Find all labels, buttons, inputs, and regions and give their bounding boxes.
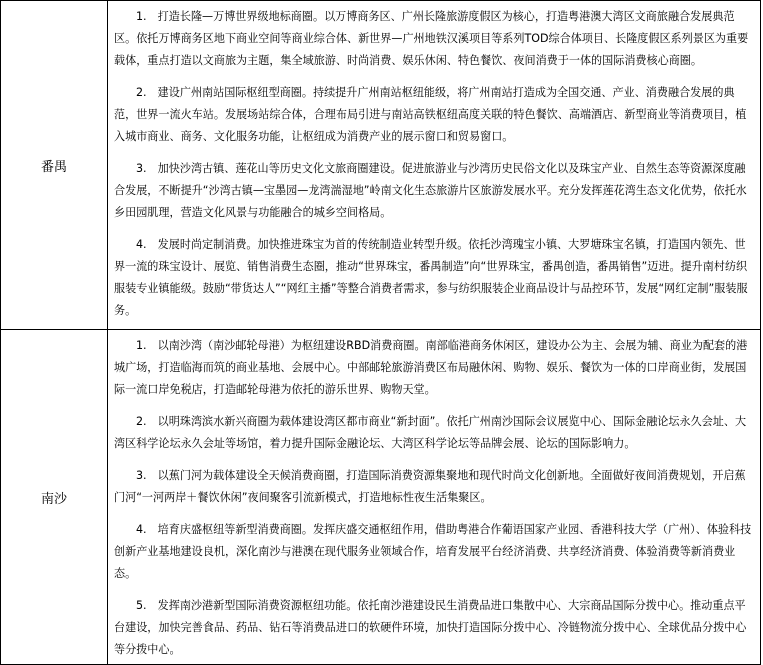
nansha-item-4: 4. 培育庆盛枢纽等新型消费商圈。发挥庆盛交通枢纽作用，借助粤港合作葡语国家产业园、香港科技大学（广州）、体验科技创新产业基地建设良机，深化南沙与港澳在现代服务业领域合作，培育发展平台经济消费、共享经济消费、体验消费等新消费业态。 bbox=[114, 523, 752, 580]
nansha-item-1: 1. 以南沙湾（南沙邮轮母港）为枢纽建设RBD消费商圈。南部临港商务休闲区，建设办公为主、会展为辅、商业为配套的港城广场，打造临海而筑的商业基地、会展中心。中部邮轮旅游消费区布局融休闲、购物、娱乐、餐饮为一体的口岸商业街，发展国际一流口岸免税店，打造邮轮母港为依托的游乐世界、购物天堂。 bbox=[114, 339, 748, 396]
panyu-item-3: 3. 加快沙湾古镇、莲花山等历史文化文旅商圈建设。促进旅游业与沙湾历史民俗文化以及珠宝产业、自然生态等资源深度融合发展，不断提升“沙湾古镇—宝墨园—龙湾湍湿地”岭南文化生态旅游片区旅游发展水平。充分发挥莲花湾生态文化优势，依托水乡田园肌理，营造文化风景与功能融合的城乡空间格局。 bbox=[114, 162, 747, 219]
panyu-item-1: 1. 打造长隆—万博世界级地标商圈。以万博商务区、广州长隆旅游度假区为核心，打造粤港澳大湾区文商旅融合发展典范区。依托万博商务区地下商业空间等商业综合体、新世界—广州地铁汉溪项目等系列TOD综合体项目、长隆度假区系列景区为重要载体，重点打造以文商旅为主题，集全域旅游、时尚消费、娱乐休闲、特色餐饮、夜间消费于一体的国际消费核心商圈。 bbox=[114, 10, 749, 67]
nansha-item-2: 2. 以明珠湾滨水新兴商圈为载体建设湾区都市商业“新封面”。依托广州南沙国际会议展览中心、国际金融论坛永久会址、大湾区科学论坛永久会址等场馆，着力提升国际金融论坛、大湾区科学论坛等品牌会展、论坛的国际影响力。 bbox=[114, 415, 747, 450]
panyu-item-2: 2. 建设广州南站国际枢纽型商圈。持续提升广州南站枢纽能级，将广州南站打造成为全国交通、产业、消费融合发展的典范，世界一流火车站。发展场站综合体，合理布局引进与南站高铁枢纽高度关联的特色餐饮、高端酒店、新型商业等消费项目，植入城市商业、商务、文化服务功能，让枢纽成为消费产业的展示窗口和贸易窗口。 bbox=[114, 86, 747, 143]
district-content-panyu bbox=[108, 1, 761, 330]
district-content-nansha bbox=[108, 330, 761, 665]
table-row-nansha bbox=[1, 330, 761, 665]
district-name-panyu: 番禺 bbox=[1, 1, 108, 330]
table-row-panyu bbox=[1, 1, 761, 330]
panyu-item-4: 4. 发展时尚定制消费。加快推进珠宝为首的传统制造业转型升级。依托沙湾瑰宝小镇、大罗塘珠宝名镇，打造国内领先、世界一流的珠宝设计、展览、销售消费生态圈，推动“世界珠宝，番禺制造”向“世界珠宝，番禺创造，番禺销售”迈进。提升南村纺织服装专业镇能级。鼓励“带货达人”“网红主播”等整合消费者需求，参与纺织服装企业商品设计与品控环节，发展“网红定制”服装服务。 bbox=[114, 238, 748, 317]
district-name-nansha: 南沙 bbox=[1, 330, 108, 665]
nansha-item-5: 5. 发挥南沙港新型国际消费资源枢纽功能。依托南沙港建设民生消费品进口集散中心、大宗商品国际分拨中心。推动重点平台建设，加快完善食品、药品、钻石等消费品进口的软硬件环境，加快打造国际分拨中心、冷链物流分拨中心、全球优品分拨中心等分拨中心。 bbox=[114, 599, 747, 656]
nansha-item-3: 3. 以蕉门河为载体建设全天候消费商圈，打造国际消费资源集聚地和现代时尚文化创新地。全面做好夜间消费规划，开启蕉门河“一河两岸＋餐饮休闲”夜间聚客引流新模式，打造地标性夜生活集聚区。 bbox=[114, 469, 746, 504]
